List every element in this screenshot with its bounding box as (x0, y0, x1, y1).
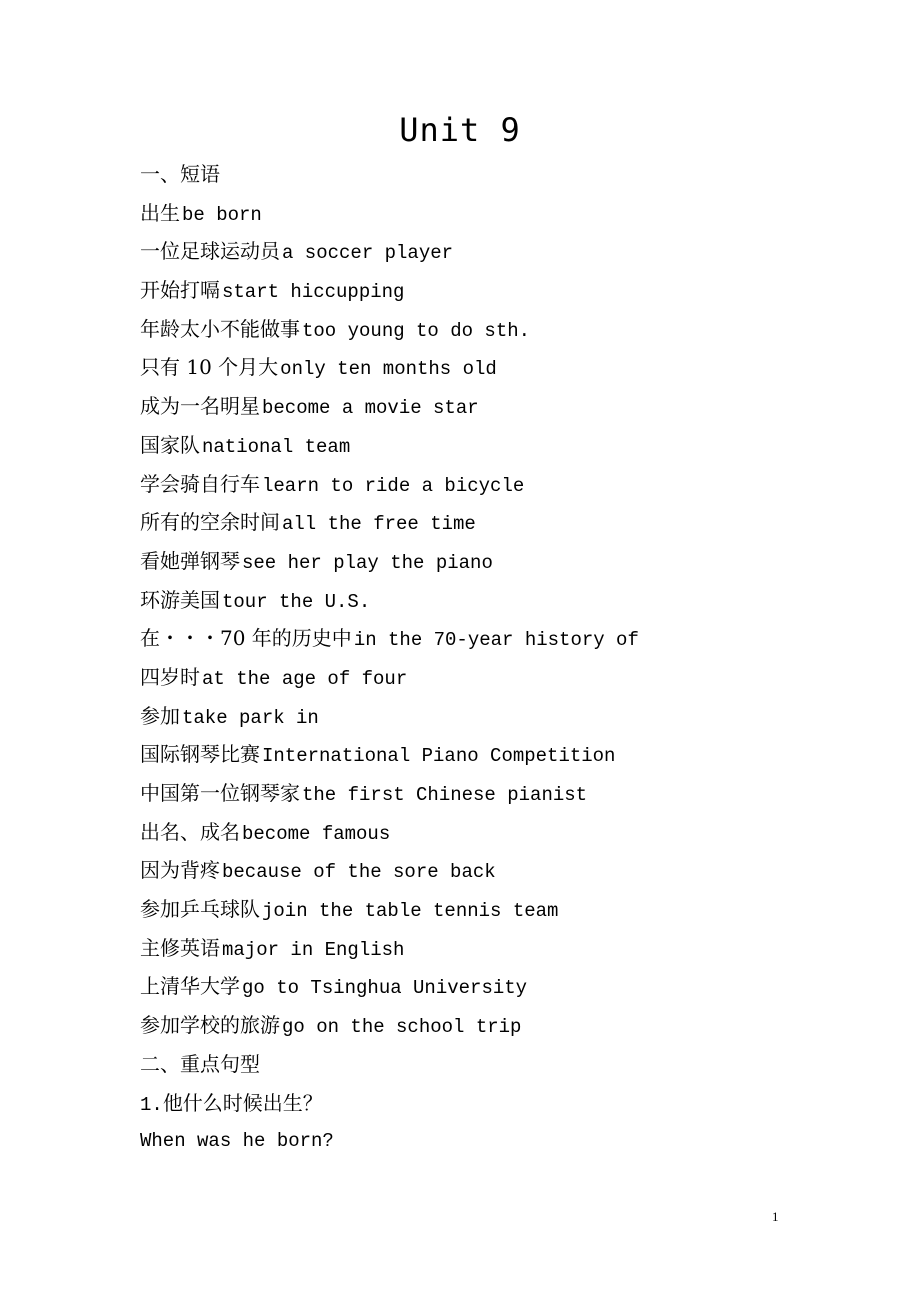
phrase-item (140, 697, 790, 736)
phrase-chinese: 参加学校的旅游 (140, 1013, 280, 1038)
phrase-item (140, 851, 790, 890)
phrase-chinese: 国家队 (140, 432, 200, 457)
phrase-chinese: 四岁时 (140, 664, 200, 689)
page-number: 1 (772, 1209, 779, 1224)
section-heading-phrases: 一、短语 (140, 162, 220, 186)
phrase-item (140, 967, 790, 1006)
phrase-item (140, 465, 790, 504)
phrase-chinese: 因为背疼 (140, 858, 220, 883)
phrase-english: become a movie star (262, 397, 479, 420)
phrase-english: join the table tennis team (262, 900, 559, 923)
phrase-chinese: 只有 10 个月大 (140, 355, 279, 380)
phrase-english: all the free time (282, 513, 476, 536)
phrase-english: too young to do sth. (302, 319, 531, 342)
phrase-item (140, 890, 790, 929)
phrase-item (140, 426, 790, 465)
phrase-chinese: 年龄太小不能做事 (140, 316, 300, 341)
document-title: Unit 9 (399, 111, 521, 149)
phrase-chinese: 上清华大学 (140, 974, 240, 999)
section-heading-sentences: 二、重点句型 (140, 1051, 260, 1076)
sentence-chinese: 他什么时候出生？ (162, 1090, 323, 1115)
phrase-item (140, 348, 790, 387)
phrase-chinese: 中国第一位钢琴家 (140, 781, 300, 805)
phrase-item (140, 619, 790, 658)
phrase-chinese: 出名、成名 (140, 819, 240, 844)
phrase-chinese: 主修英语 (140, 935, 220, 960)
phrase-item (140, 929, 790, 968)
phrase-english: tour the U.S. (222, 590, 371, 613)
phrase-chinese: 参加乒乓球队 (140, 897, 260, 922)
phrase-english: go to Tsinghua University (242, 977, 528, 1000)
phrase-item (140, 1006, 790, 1045)
phrase-chinese: 出生 (140, 200, 180, 225)
phrase-english: go on the school trip (282, 1016, 522, 1039)
document-content (140, 155, 790, 1161)
phrase-item (140, 735, 790, 774)
phrase-english: learn to ride a bicycle (262, 474, 525, 497)
phrase-chinese: 国际钢琴比赛 (140, 742, 260, 767)
phrase-item (140, 658, 790, 697)
phrase-chinese: 一位足球运动员 (140, 239, 280, 264)
phrase-english: national team (202, 435, 351, 458)
phrase-item (140, 232, 790, 271)
phrase-item (140, 310, 790, 349)
phrase-english: the first Chinese pianist (302, 784, 588, 806)
sentence-item-english: When was he born? (140, 1130, 334, 1153)
phrase-chinese: 参加 (140, 703, 180, 728)
phrase-english: start hiccupping (222, 281, 405, 304)
phrase-chinese: 所有的空余时间 (140, 510, 280, 535)
phrase-english: a soccer player (282, 242, 454, 265)
phrase-english: because of the sore back (222, 861, 496, 884)
phrase-english: International Piano Competition (262, 745, 616, 768)
phrase-item (140, 503, 790, 542)
phrase-item (140, 581, 790, 620)
phrase-item (140, 387, 790, 426)
sentence-number: 1. (140, 1093, 163, 1116)
phrase-english: at the age of four (202, 667, 408, 690)
phrase-item (140, 194, 790, 233)
phrase-chinese: 环游美国 (140, 587, 220, 612)
phrase-english: see her play the piano (242, 551, 493, 574)
phrase-chinese: 学会骑自行车 (140, 471, 260, 496)
phrase-chinese: 看她弹钢琴 (140, 548, 240, 573)
phrase-english: only ten months old (280, 358, 497, 381)
phrase-english: become famous (242, 822, 391, 845)
phrase-english: major in English (222, 938, 405, 961)
phrase-item (140, 813, 790, 852)
phrase-chinese: 开始打嗝 (140, 278, 220, 303)
phrase-english: be born (182, 203, 262, 226)
phrase-english: in the 70-year history of (353, 629, 639, 652)
phrase-item (140, 271, 790, 310)
phrase-chinese: 成为一名明星 (140, 394, 260, 419)
phrase-item (140, 542, 790, 581)
phrase-english: take park in (182, 706, 319, 729)
phrase-chinese: 在・・・70 年的历史中 (140, 626, 352, 651)
sentence-item-chinese (140, 1084, 790, 1123)
phrase-item (140, 774, 790, 813)
